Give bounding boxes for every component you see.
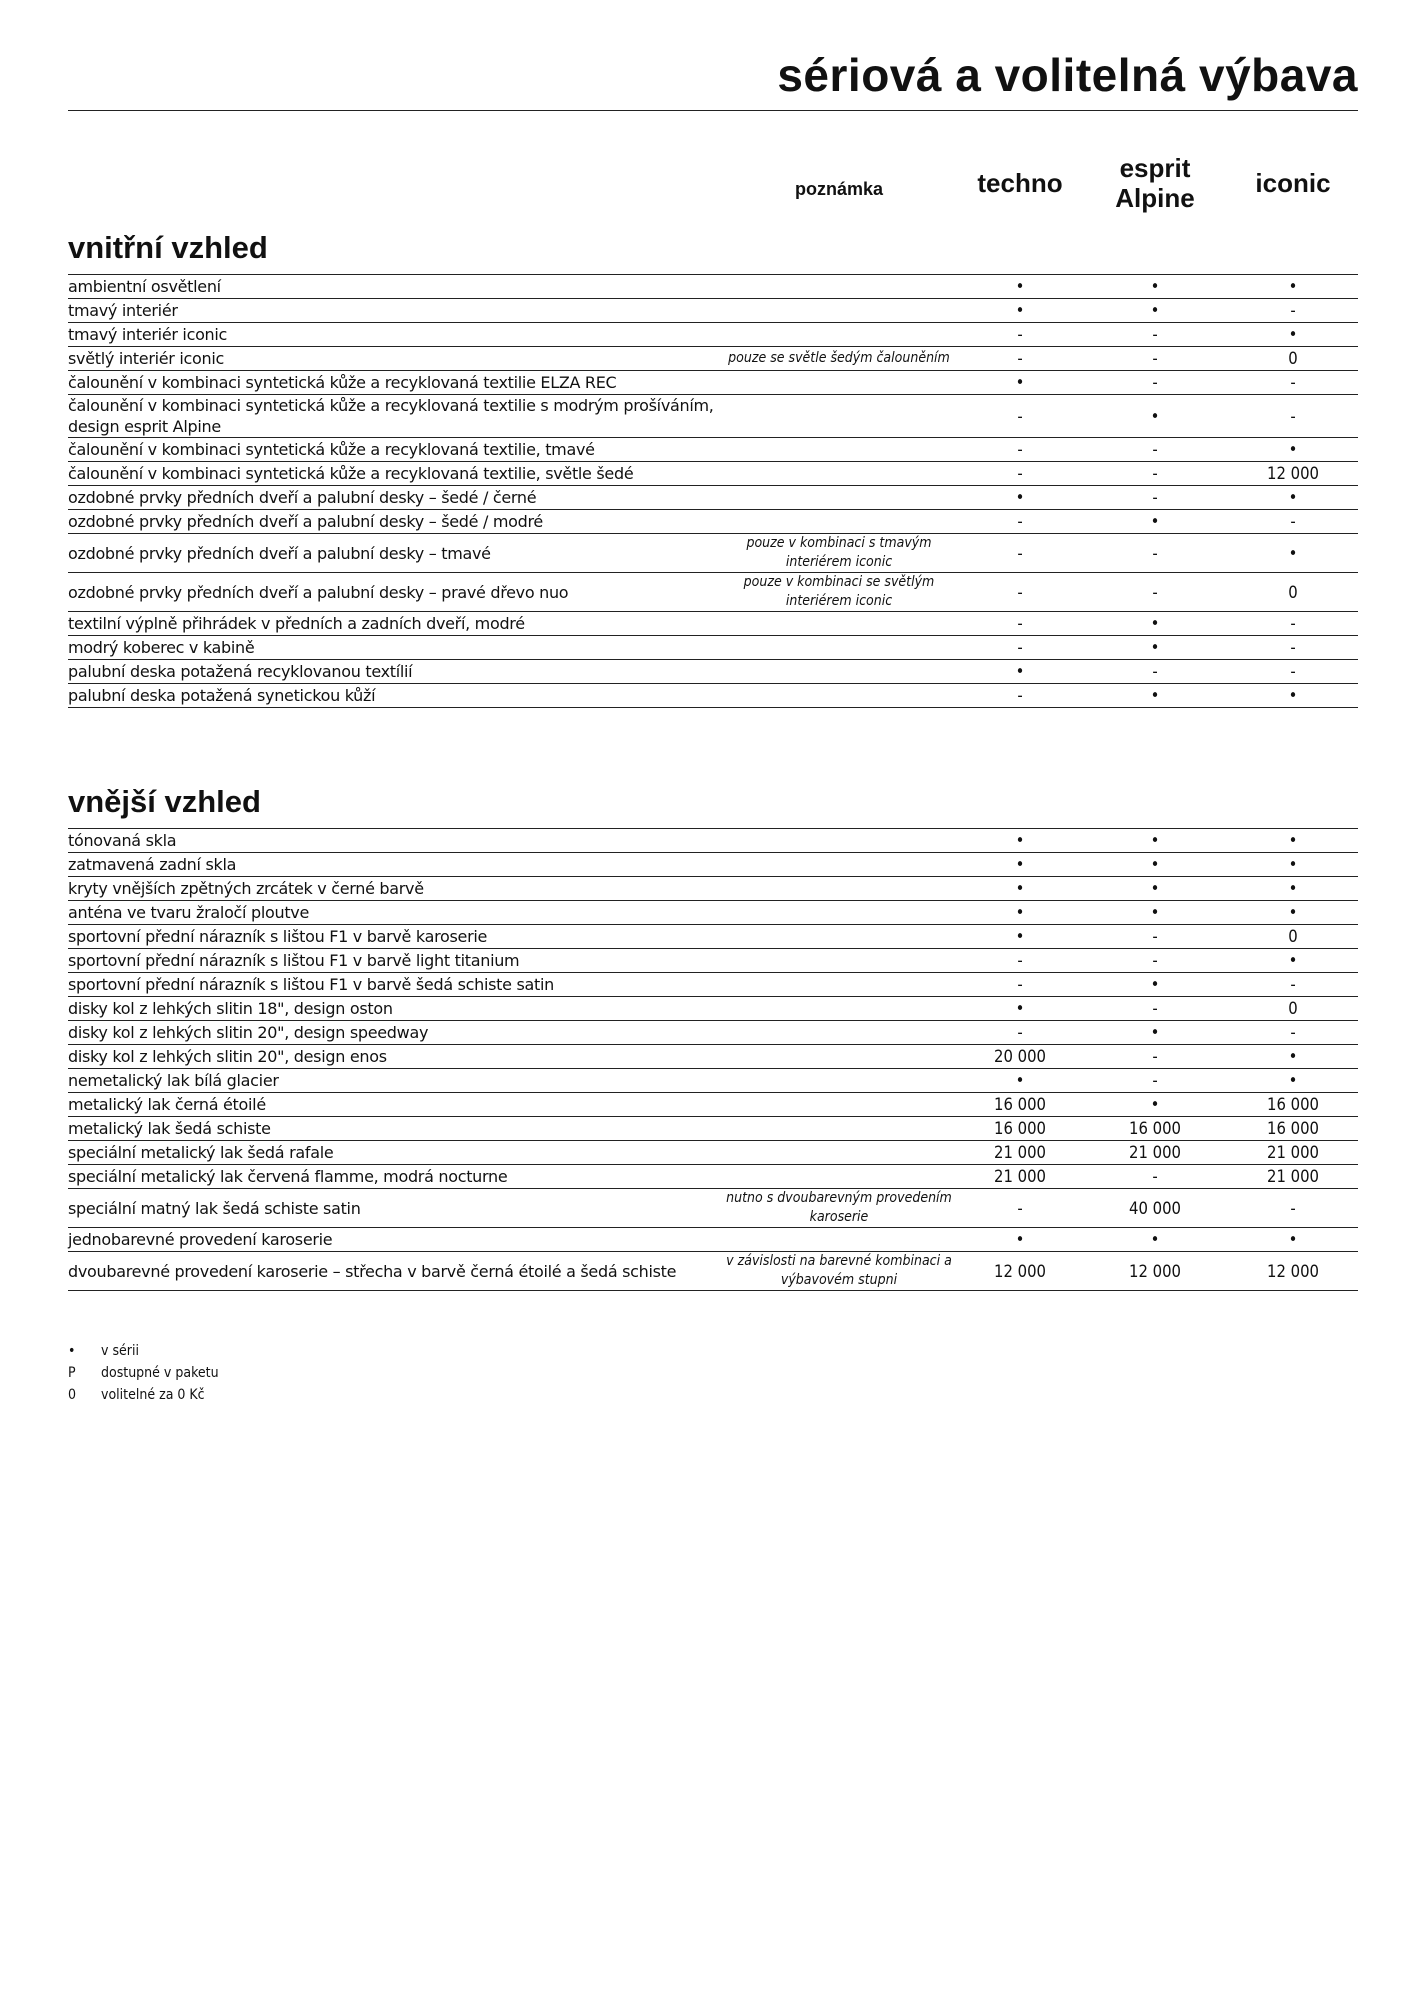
note-cell	[720, 1045, 958, 1069]
table-row	[68, 371, 1358, 395]
feature-cell: ozdobné prvky předních dveří a palubní desky – šedé / modré	[68, 510, 720, 534]
iconic-cell: -	[1228, 299, 1358, 323]
esprit-alpine-cell: -	[1082, 573, 1228, 612]
table-row	[68, 997, 1358, 1021]
techno-cell: -	[958, 973, 1082, 997]
table-row	[68, 1228, 1358, 1252]
iconic-cell: -	[1228, 1021, 1358, 1045]
note-cell: pouze se světle šedým čalouněním	[720, 347, 958, 371]
esprit-alpine-cell: •	[1082, 684, 1228, 708]
iconic-cell: -	[1228, 973, 1358, 997]
column-header-esprit-alpine: esprit Alpine	[1115, 153, 1195, 213]
table-row	[68, 1165, 1358, 1189]
esprit-alpine-cell: -	[1082, 323, 1228, 347]
table-row	[68, 299, 1358, 323]
esprit-alpine-cell: •	[1082, 1021, 1228, 1045]
techno-cell: •	[958, 853, 1082, 877]
legend-item	[68, 1340, 219, 1362]
feature-cell: jednobarevné provedení karoserie	[68, 1228, 720, 1252]
iconic-cell: -	[1228, 636, 1358, 660]
table-row	[68, 323, 1358, 347]
iconic-cell: -	[1228, 1189, 1358, 1228]
feature-cell: speciální matný lak šedá schiste satin	[68, 1189, 720, 1228]
iconic-cell: 21 000	[1228, 1141, 1358, 1165]
esprit-alpine-cell: •	[1082, 901, 1228, 925]
feature-cell: čalounění v kombinaci syntetická kůže a recyklovaná textilie, světle šedé	[68, 462, 720, 486]
feature-cell: ozdobné prvky předních dveří a palubní desky – pravé dřevo nuo	[68, 573, 720, 612]
table-row	[68, 462, 1358, 486]
esprit-alpine-cell: -	[1082, 1045, 1228, 1069]
iconic-cell: -	[1228, 510, 1358, 534]
iconic-cell: •	[1228, 275, 1358, 299]
techno-cell: •	[958, 829, 1082, 853]
techno-cell: -	[958, 395, 1082, 438]
section-heading: vnější vzhled	[68, 784, 261, 819]
iconic-cell: -	[1228, 395, 1358, 438]
note-cell	[720, 901, 958, 925]
table-row	[68, 1069, 1358, 1093]
iconic-cell: 0	[1228, 997, 1358, 1021]
legend-symbol: •	[68, 1343, 76, 1359]
note-cell	[720, 1117, 958, 1141]
note-cell	[720, 1093, 958, 1117]
esprit-alpine-cell: -	[1082, 949, 1228, 973]
esprit-alpine-cell: -	[1082, 371, 1228, 395]
feature-cell: světlý interiér iconic	[68, 347, 720, 371]
esprit-alpine-cell: -	[1082, 486, 1228, 510]
techno-cell: -	[958, 636, 1082, 660]
equipment-table-interior	[68, 274, 1358, 708]
iconic-cell: •	[1228, 877, 1358, 901]
techno-cell: 16 000	[958, 1093, 1082, 1117]
table-row	[68, 510, 1358, 534]
esprit-alpine-cell: •	[1082, 877, 1228, 901]
note-cell	[720, 299, 958, 323]
techno-cell: •	[958, 486, 1082, 510]
techno-cell: -	[958, 612, 1082, 636]
techno-cell: •	[958, 997, 1082, 1021]
column-header-techno: techno	[977, 168, 1063, 198]
esprit-alpine-cell: •	[1082, 636, 1228, 660]
techno-cell: 12 000	[958, 1252, 1082, 1291]
iconic-cell: •	[1228, 1045, 1358, 1069]
feature-cell: sportovní přední nárazník s lištou F1 v barvě light titanium	[68, 949, 720, 973]
techno-cell: •	[958, 901, 1082, 925]
feature-cell: anténa ve tvaru žraločí ploutve	[68, 901, 720, 925]
section-interior	[68, 228, 1358, 708]
note-cell	[720, 510, 958, 534]
feature-cell: metalický lak černá étoilé	[68, 1093, 720, 1117]
feature-cell: dvoubarevné provedení karoserie – střecha v barvě černá étoilé a šedá schiste	[68, 1252, 720, 1291]
iconic-cell: •	[1228, 438, 1358, 462]
note-cell	[720, 1141, 958, 1165]
iconic-cell: •	[1228, 949, 1358, 973]
techno-cell: 16 000	[958, 1117, 1082, 1141]
esprit-alpine-cell: •	[1082, 612, 1228, 636]
techno-cell: -	[958, 347, 1082, 371]
esprit-alpine-cell: •	[1082, 853, 1228, 877]
techno-cell: -	[958, 323, 1082, 347]
note-cell	[720, 612, 958, 636]
iconic-cell: 16 000	[1228, 1117, 1358, 1141]
note-cell	[720, 438, 958, 462]
feature-cell: modrý koberec v kabině	[68, 636, 720, 660]
table-row	[68, 573, 1358, 612]
esprit-alpine-cell: •	[1082, 299, 1228, 323]
iconic-cell: •	[1228, 1069, 1358, 1093]
feature-cell: čalounění v kombinaci syntetická kůže a recyklovaná textilie, tmavé	[68, 438, 720, 462]
note-cell: v závislosti na barevné kombinaci a výbavovém stupni	[720, 1252, 958, 1291]
table-row	[68, 1252, 1358, 1291]
table-row	[68, 684, 1358, 708]
techno-cell: -	[958, 438, 1082, 462]
feature-cell: tónovaná skla	[68, 829, 720, 853]
techno-cell: 21 000	[958, 1141, 1082, 1165]
techno-cell: -	[958, 573, 1082, 612]
iconic-cell: •	[1228, 684, 1358, 708]
techno-cell: -	[958, 462, 1082, 486]
feature-cell: ambientní osvětlení	[68, 275, 720, 299]
techno-cell: •	[958, 925, 1082, 949]
note-cell: nutno s dvoubarevným provedením karoserie	[720, 1189, 958, 1228]
note-cell	[720, 925, 958, 949]
techno-cell: -	[958, 1189, 1082, 1228]
table-row	[68, 1117, 1358, 1141]
table-row	[68, 395, 1358, 438]
table-row	[68, 1021, 1358, 1045]
table-row	[68, 660, 1358, 684]
table-row	[68, 438, 1358, 462]
table-row	[68, 829, 1358, 853]
note-cell	[720, 486, 958, 510]
feature-cell: speciální metalický lak šedá rafale	[68, 1141, 720, 1165]
feature-cell: disky kol z lehkých slitin 20", design enos	[68, 1045, 720, 1069]
esprit-alpine-cell: -	[1082, 925, 1228, 949]
equipment-table-exterior	[68, 828, 1358, 1291]
feature-cell: palubní deska potažená recyklovanou textílií	[68, 660, 720, 684]
note-cell: pouze v kombinaci s tmavým interiérem iconic	[720, 534, 958, 573]
techno-cell: -	[958, 1021, 1082, 1045]
iconic-cell: •	[1228, 1228, 1358, 1252]
esprit-alpine-cell: •	[1082, 1228, 1228, 1252]
iconic-cell: 21 000	[1228, 1165, 1358, 1189]
note-cell	[720, 636, 958, 660]
esprit-alpine-cell: -	[1082, 997, 1228, 1021]
esprit-alpine-cell: 12 000	[1082, 1252, 1228, 1291]
note-cell	[720, 1021, 958, 1045]
feature-cell: ozdobné prvky předních dveří a palubní desky – tmavé	[68, 534, 720, 573]
esprit-alpine-cell: •	[1082, 510, 1228, 534]
table-row	[68, 1045, 1358, 1069]
feature-cell: tmavý interiér	[68, 299, 720, 323]
iconic-cell: •	[1228, 534, 1358, 573]
iconic-cell: 0	[1228, 925, 1358, 949]
iconic-cell: 16 000	[1228, 1093, 1358, 1117]
feature-cell: palubní deska potažená synetickou kůží	[68, 684, 720, 708]
note-cell	[720, 462, 958, 486]
feature-cell: zatmavená zadní skla	[68, 853, 720, 877]
esprit-alpine-cell: -	[1082, 347, 1228, 371]
title-divider	[68, 110, 1358, 111]
table-row	[68, 636, 1358, 660]
note-cell	[720, 1165, 958, 1189]
feature-cell: speciální metalický lak červená flamme, modrá nocturne	[68, 1165, 720, 1189]
note-cell	[720, 371, 958, 395]
column-header-note: poznámka	[794, 179, 884, 199]
legend-text: volitelné za 0 Kč	[101, 1387, 205, 1403]
table-row	[68, 901, 1358, 925]
section-exterior	[68, 782, 1358, 1291]
feature-cell: ozdobné prvky předních dveří a palubní desky – šedé / černé	[68, 486, 720, 510]
legend-symbol: 0	[68, 1387, 77, 1403]
esprit-alpine-cell: •	[1082, 829, 1228, 853]
iconic-cell: -	[1228, 612, 1358, 636]
note-cell	[720, 973, 958, 997]
feature-cell: sportovní přední nárazník s lištou F1 v barvě šedá schiste satin	[68, 973, 720, 997]
note-cell	[720, 1228, 958, 1252]
table-row	[68, 1093, 1358, 1117]
esprit-alpine-cell: -	[1082, 462, 1228, 486]
legend-text: dostupné v paketu	[101, 1365, 219, 1381]
legend	[68, 1340, 219, 1406]
esprit-alpine-cell: -	[1082, 1165, 1228, 1189]
table-row	[68, 275, 1358, 299]
techno-cell: •	[958, 371, 1082, 395]
note-cell	[720, 684, 958, 708]
techno-cell: •	[958, 660, 1082, 684]
legend-item	[68, 1362, 219, 1384]
techno-cell: -	[958, 534, 1082, 573]
legend-symbol: P	[68, 1365, 76, 1381]
iconic-cell: •	[1228, 829, 1358, 853]
esprit-alpine-cell: -	[1082, 438, 1228, 462]
table-row	[68, 949, 1358, 973]
note-cell	[720, 323, 958, 347]
table-row	[68, 973, 1358, 997]
techno-cell: •	[958, 877, 1082, 901]
feature-cell: textilní výplně přihrádek v předních a zadních dveří, modré	[68, 612, 720, 636]
iconic-cell: -	[1228, 660, 1358, 684]
esprit-alpine-cell: -	[1082, 534, 1228, 573]
table-row	[68, 1141, 1358, 1165]
table-row	[68, 534, 1358, 573]
techno-cell: •	[958, 1228, 1082, 1252]
note-cell	[720, 997, 958, 1021]
iconic-cell: -	[1228, 371, 1358, 395]
esprit-alpine-cell: •	[1082, 395, 1228, 438]
iconic-cell: 0	[1228, 347, 1358, 371]
note-cell: pouze v kombinaci se světlým interiérem iconic	[720, 573, 958, 612]
note-cell	[720, 829, 958, 853]
iconic-cell: 12 000	[1228, 462, 1358, 486]
techno-cell: -	[958, 510, 1082, 534]
legend-text: v sérii	[101, 1343, 139, 1359]
table-row	[68, 853, 1358, 877]
esprit-alpine-cell: -	[1082, 660, 1228, 684]
feature-cell: kryty vnějších zpětných zrcátek v černé barvě	[68, 877, 720, 901]
esprit-alpine-cell: 16 000	[1082, 1117, 1228, 1141]
techno-cell: -	[958, 684, 1082, 708]
feature-cell: čalounění v kombinaci syntetická kůže a recyklovaná textilie s modrým prošíváním, design esprit Alpine	[68, 395, 720, 438]
iconic-cell: •	[1228, 853, 1358, 877]
note-cell	[720, 1069, 958, 1093]
table-row	[68, 612, 1358, 636]
note-cell	[720, 395, 958, 438]
feature-cell: disky kol z lehkých slitin 20", design speedway	[68, 1021, 720, 1045]
note-cell	[720, 660, 958, 684]
table-row	[68, 925, 1358, 949]
esprit-alpine-cell: -	[1082, 1069, 1228, 1093]
techno-cell: •	[958, 275, 1082, 299]
note-cell	[720, 877, 958, 901]
esprit-alpine-cell: 21 000	[1082, 1141, 1228, 1165]
iconic-cell: 12 000	[1228, 1252, 1358, 1291]
page-title: sériová a volitelná výbava	[777, 49, 1358, 101]
feature-cell: nemetalický lak bílá glacier	[68, 1069, 720, 1093]
iconic-cell: •	[1228, 486, 1358, 510]
table-row	[68, 877, 1358, 901]
note-cell	[720, 949, 958, 973]
esprit-alpine-cell: 40 000	[1082, 1189, 1228, 1228]
techno-cell: -	[958, 949, 1082, 973]
feature-cell: tmavý interiér iconic	[68, 323, 720, 347]
techno-cell: •	[958, 1069, 1082, 1093]
table-row	[68, 1189, 1358, 1228]
esprit-alpine-cell: •	[1082, 973, 1228, 997]
table-row	[68, 347, 1358, 371]
note-cell	[720, 853, 958, 877]
legend-item	[68, 1384, 219, 1406]
techno-cell: 20 000	[958, 1045, 1082, 1069]
techno-cell: 21 000	[958, 1165, 1082, 1189]
note-cell	[720, 275, 958, 299]
table-row	[68, 486, 1358, 510]
feature-cell: disky kol z lehkých slitin 18", design oston	[68, 997, 720, 1021]
iconic-cell: 0	[1228, 573, 1358, 612]
esprit-alpine-cell: •	[1082, 275, 1228, 299]
feature-cell: metalický lak šedá schiste	[68, 1117, 720, 1141]
section-heading: vnitřní vzhled	[68, 230, 268, 265]
feature-cell: sportovní přední nárazník s lištou F1 v barvě karoserie	[68, 925, 720, 949]
esprit-alpine-cell: •	[1082, 1093, 1228, 1117]
iconic-cell: •	[1228, 323, 1358, 347]
column-header-iconic: iconic	[1255, 168, 1331, 198]
techno-cell: •	[958, 299, 1082, 323]
feature-cell: čalounění v kombinaci syntetická kůže a recyklovaná textilie ELZA REC	[68, 371, 720, 395]
iconic-cell: •	[1228, 901, 1358, 925]
